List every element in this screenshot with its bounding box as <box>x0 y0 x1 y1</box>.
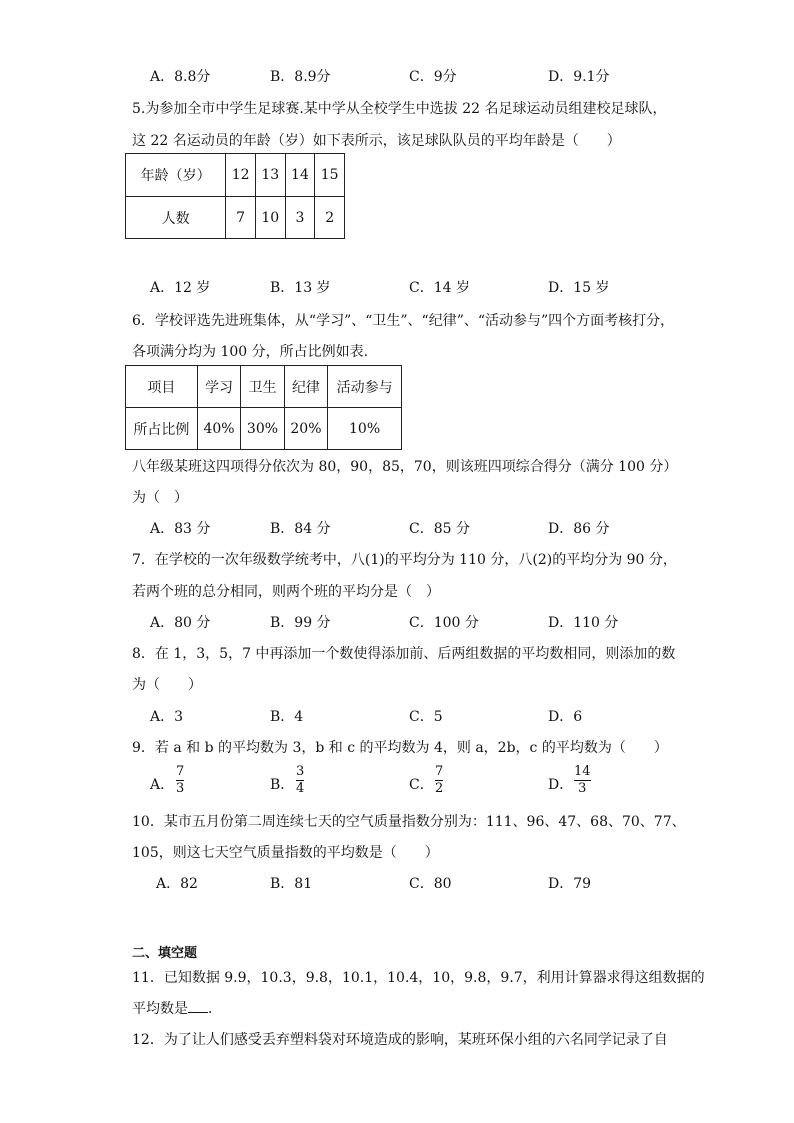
q10-option-d: D．79 <box>548 876 592 892</box>
q5-option-d: D．15 岁 <box>548 280 610 296</box>
q4-option-b: B．8.9分 <box>270 69 331 85</box>
q6-option-d: D．86 分 <box>548 521 610 537</box>
fraction-denominator: 2 <box>435 781 444 796</box>
answer-blank <box>188 1000 208 1013</box>
q10-stem-line2: 105，则这七天空气质量指数的平均数是（ ） <box>132 845 439 861</box>
q7-stem-line2: 若两个班的总分相同，则两个班的平均分是（ ） <box>132 584 440 600</box>
table-header-ratio: 所占比例 <box>126 408 198 450</box>
q8-option-a: A．3 <box>150 709 184 725</box>
table-cell: 12 <box>226 154 256 197</box>
q6-ratio-table <box>125 365 402 450</box>
q8-option-c: C．5 <box>409 709 443 725</box>
q6-option-a: A．83 分 <box>150 521 211 537</box>
fraction-denominator: 3 <box>176 781 185 796</box>
table-cell: 10 <box>255 197 285 239</box>
q12-stem-line1: 12．为了让人们感受丢弃塑料袋对环境造成的影响，某班环保小组的六名同学记录了自 <box>132 1032 668 1048</box>
table-cell: 40% <box>197 408 240 450</box>
table-cell: 卫生 <box>241 366 284 408</box>
table-cell: 15 <box>315 154 345 197</box>
fraction-denominator: 4 <box>296 781 305 796</box>
q11-stem-text: 平均数是 <box>132 1001 188 1017</box>
q11-stem-line2 <box>132 998 222 1018</box>
q8-stem-line1: 8．在 1，3，5，7 中再添加一个数使得添加前、后两组数据的平均数相同，则添加的数 <box>132 646 676 662</box>
fraction-numerator: 3 <box>296 764 305 779</box>
q9-option-c-fraction <box>435 764 443 797</box>
q5-option-a: A．12 岁 <box>150 280 211 296</box>
q10-option-a: A．82 <box>156 876 198 892</box>
q7-option-a: A．80 分 <box>150 615 211 631</box>
table-cell: 13 <box>255 154 285 197</box>
q6-stem-line3: 八年级某班这四项得分依次为 80，90，85，70，则该班四项综合得分（满分 100 分） <box>132 459 678 475</box>
fraction-numerator: 14 <box>574 764 591 779</box>
q9-option-b-label: B． <box>270 777 295 793</box>
q4-option-c: C．9分 <box>409 69 457 85</box>
q6-stem-line1: 6．学校评选先进班集体，从“学习”、“卫生”、“纪律”、“活动参与”四个方面考核打分， <box>132 313 675 329</box>
q6-stem-line2: 各项满分均为 100 分，所占比例如表. <box>132 344 369 360</box>
q9-option-d-fraction <box>574 764 591 797</box>
table-cell: 14 <box>285 154 315 197</box>
q8-option-b: B．4 <box>270 709 304 725</box>
table-cell: 30% <box>241 408 284 450</box>
table-cell: 纪律 <box>284 366 327 408</box>
q7-stem-line1: 7．在学校的一次年级数学统考中，八(1)的平均分为 110 分，八(2)的平均分为 90 分， <box>132 552 677 568</box>
table-cell: 7 <box>226 197 256 239</box>
q8-stem-line2: 为（ ） <box>132 677 202 693</box>
q6-option-c: C．85 分 <box>409 521 470 537</box>
q7-option-c: C．100 分 <box>409 615 479 631</box>
table-header-item: 项目 <box>126 366 198 408</box>
q9-option-a-fraction <box>176 764 184 797</box>
q11-stem-end: ． <box>208 1001 222 1017</box>
table-cell: 2 <box>315 197 345 239</box>
table-header-count: 人数 <box>126 197 226 239</box>
q9-option-d-label: D． <box>548 777 574 793</box>
section-title-fill-in: 二、填空题 <box>132 946 198 961</box>
q5-stem-line1: 5.为参加全市中学生足球赛.某中学从全校学生中选拔 22 名足球运动员组建校足球队， <box>132 101 667 117</box>
table-cell: 3 <box>285 197 315 239</box>
table-cell: 活动参与 <box>328 366 402 408</box>
fraction-numerator: 7 <box>176 764 185 779</box>
q5-age-table <box>125 153 345 239</box>
q6-option-b: B．84 分 <box>270 521 331 537</box>
q8-option-d: D．6 <box>548 709 583 725</box>
q9-stem-line1: 9．若 a 和 b 的平均数为 3，b 和 c 的平均数为 4，则 a，2b，c 的平均数为（ ） <box>132 740 668 756</box>
q9-option-b-fraction <box>296 764 304 797</box>
table-cell: 20% <box>284 408 327 450</box>
q5-stem-line2: 这 22 名运动员的年龄（岁）如下表所示，该足球队队员的平均年龄是（ ） <box>132 133 621 149</box>
table-cell: 学习 <box>197 366 240 408</box>
q9-option-a-label: A． <box>150 777 175 793</box>
q5-option-b: B．13 岁 <box>270 280 331 296</box>
q9-option-c-label: C． <box>409 777 434 793</box>
q10-option-b: B．81 <box>270 876 313 892</box>
q11-stem-line1: 11．已知数据 9.9，10.3，9.8，10.1，10.4，10，9.8，9.7，利用计算器求得这组数据的 <box>132 970 705 986</box>
q6-stem-line4: 为（ ） <box>132 490 188 506</box>
q7-option-d: D．110 分 <box>548 615 619 631</box>
table-cell: 10% <box>328 408 402 450</box>
q10-stem-line1: 10．某市五月份第二周连续七天的空气质量指数分别为：111、96、47、68、70、77、 <box>132 814 686 830</box>
q10-option-c: C．80 <box>409 876 452 892</box>
fraction-denominator: 3 <box>578 781 587 796</box>
q7-option-b: B．99 分 <box>270 615 331 631</box>
fraction-numerator: 7 <box>435 764 444 779</box>
q4-option-d: D．9.1分 <box>548 69 610 85</box>
q4-option-a: A．8.8分 <box>150 69 211 85</box>
table-header-age: 年龄（岁） <box>126 154 226 197</box>
q5-option-c: C．14 岁 <box>409 280 470 296</box>
